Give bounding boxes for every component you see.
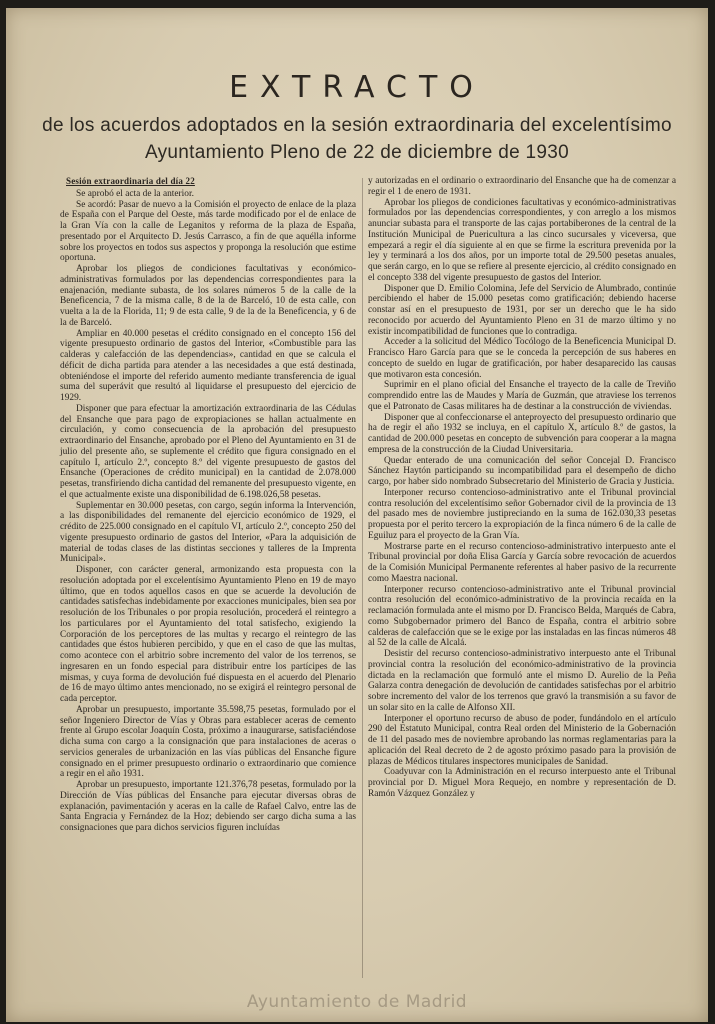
paragraph: Mostrarse parte en el recurso contencioso-administrativo interpuesto ante el Tribunal provincial por doña Elisa García y García sobre revocación de acuerdos de la Comisión Municipal Permanente referentes al haber pasivo de la recurrente como Maestra nacional. bbox=[368, 541, 676, 584]
paragraph: Suprimir en el plano oficial del Ensanche el trayecto de la calle de Treviño comprendido entre las de Maudes y María de Guzmán, que atraviese los terrenos que el Patronato de Casas militares ha de destinar a la construcción de viviendas. bbox=[368, 380, 676, 412]
paragraph: Aprobar los pliegos de condiciones facultativas y económico-administrativas formulados por las dependencias correspondientes, y con arreglo a los mismos anunciar subasta para el transporte de las cajas portabiberones de la central de la Institución Municipal de Puericultura a las cinco sucursales y viceversa, que empezará a regir el día siguiente al en que se firme la escritura prevenida por la ley y terminará a los dos años, por un importe total de 29.500 pesetas anuales, que serán cargo, en lo que se refiere al presente ejercicio, al crédito consignado en el concepto 338 del vigente presupuesto de gastos del Interior. bbox=[368, 197, 677, 283]
paragraph: Interponer el oportuno recurso de abuso de poder, fundándolo en el artículo 290 del Estatuto Municipal, contra Real orden del Ministerio de la Gobernación de 11 del pasado mes de noviembre aprobando las normas reglamentarias para la aplicación del Real decreto de 2 de agosto próximo pasado para la provisión de plazas de Médicos titulares inspectores municipales de Sanidad. bbox=[368, 713, 676, 767]
paragraph: Acceder a la solicitud del Médico Tocólogo de la Beneficencia Municipal D. Francisco Haro García para que se le conceda la percepción de sus haberes en concepto de sueldo en lugar de gratificación, por haber desaparecido las causas que motivaron esta concesión. bbox=[368, 337, 676, 380]
paragraph: y autorizadas en el ordinario o extraordinario del Ensanche que ha de comenzar a regir el 1 de enero de 1931. bbox=[368, 176, 676, 197]
page-title: EXTRACTO bbox=[229, 70, 485, 105]
column-divider bbox=[362, 178, 363, 978]
session-heading: Sesión extraordinaria del día 22 bbox=[66, 176, 195, 186]
paragraph: Suplementar en 30.000 pesetas, con cargo, según informa la Intervención, a las disponibilidades del remanente del ejercicio económico de 1929, el crédito de 225.000 consignado en el capítulo VI, artículo 2.º, concepto 250 del vigente presupuesto ordinario de gastos del Interior, «Para la adquisición de material de todas clases de las distintas secciones y talleres de la Imprenta Municipal». bbox=[60, 500, 356, 565]
paragraph: Desistir del recurso contencioso-administrativo interpuesto ante el Tribunal provincial contra la resolución del económico-administrativo de la provincia dictada en la reclamación que formuló ante el mismo D. Aurelio de la Peña Galarza contra denegación de devolución de cantidades satisfechas por el arbitrio sobre incremento del valor de los terrenos que gravó la transmisión a su favor de un solar sito en la calle de Alfonso XII. bbox=[368, 649, 676, 713]
paragraph: Disponer que al confeccionarse el anteproyecto del presupuesto ordinario que ha de regir el año 1932 se incluya, en el capítulo X, artículo 8.º de gastos, la cantidad de 200.000 pesetas en concepto de subvención para cooperar a la magna empresa de la construcción de la Ciudad Universitaria. bbox=[368, 412, 676, 455]
paragraph: Quedar enterado de una comunicación del señor Concejal D. Francisco Sánchez Haytón participando su incompatibilidad para el desempeño de dicho cargo, por haber sido nombrado Subsecretario del Ministerio de Gracia y Justicia. bbox=[368, 455, 676, 487]
paragraph: Aprobar los pliegos de condiciones facultativas y económico-administrativas formulados por las dependencias correspondientes para la enajenación, mediante subasta, de los solares números 5 de la calle de la Beneficencia, 7 de la misma calle, 8 de la de Barceló, 10 de esta calle, con vuelta a la de la Florida, 11; 9 de esta calle, 9 de la de la Beneficencia, y 6 de la de Barceló. bbox=[60, 264, 356, 328]
paragraph: Aprobar un presupuesto, importante 121.376,78 pesetas, formulado por la Dirección de Vías públicas del Ensanche para ejecutar diversas obras de explanación, pavimentación y aceras en la calle de Rafael Calvo, entre las de Santa Engracia y Fernández de la Hoz; debiendo ser cargo dicha suma a las consignaciones que para dichos servicios figuren incluídas bbox=[60, 780, 356, 833]
paragraph: Se acordó: Pasar de nuevo a la Comisión el proyecto de enlace de la plaza de España con el Parque del Oeste, más tarde modificado por el de enlace de la Gran Vía con la calle de Leganitos y reforma de la plaza de España, presentado por el Arquitecto D. Jesús Carrasco, a fin de que aquélla informe sobre los proyectos en todos sus aspectos y proponga la resolución que estime oportuna. bbox=[60, 199, 356, 264]
paragraph: Disponer, con carácter general, armonizando esta propuesta con la resolución adoptada por el excelentísimo Ayuntamiento Pleno en 19 de mayo último, que en todos aquellos casos en que se acuerde la devolución de cantidades satisfechas indebidamente por exacciones municipales, bien sea por resolución de los Tribunales o por propia resolución, procederá el reintegro a los particulares por el Ayuntamiento del total satisfecho, exigiendo la Corporación de los perceptores de las multas y recargo el reintegro de las cantidades que éstos hubieren percibido, y que en el caso de que las multas, como acontece con el arbitrio sobre incremento del valor de los terrenos, se ingresaren en un fondo especial para distribuir entre los partícipes de las mismas, y cuya forma de devolución fué dispuesta en el acuerdo del Plenario de 16 de mayo último antes mencionado, no se exigirá el reintegro personal de cada perceptor. bbox=[60, 565, 356, 704]
subtitle-line-2: Ayuntamiento Pleno de 22 de diciembre de 1930 bbox=[144, 142, 570, 163]
left-column bbox=[60, 176, 356, 834]
archive-watermark: Ayuntamiento de Madrid bbox=[246, 992, 468, 1012]
paragraph: Disponer que D. Emilio Colomina, Jefe del Servicio de Alumbrado, continúe percibiendo el haber de 15.000 pesetas como gratificación; debiendo hacerse constar así en el presupuesto de 1931, por ser un derecho que le ha sido reconocido por acuerdo del Ayuntamiento Pleno en 31 de marzo último y no existir incompatibilidad de funciones que lo contradiga. bbox=[368, 283, 676, 337]
paragraph: Interponer recurso contencioso-administrativo ante el Tribunal provincial contra resolución del excelentísimo señor Gobernador civil de la provincia de 13 del pasado mes de noviembre justipreciando en la suma de 162.030,33 pesetas propuesta por el perito tercero la expropiación de la finca número 6 de la calle de Eguiluz para el proyecto de la Gran Vía. bbox=[368, 487, 676, 541]
paragraph: Aprobar un presupuesto, importante 35.598,75 pesetas, formulado por el señor Ingeniero Director de Vías y Obras para establecer aceras de cemento frente al Grupo escolar Joaquín Costa, próximo a inaugurarse, satisfaciéndose dicha suma con cargo a la consignación que para instalaciones de aceras o servicios generales de urbanización en las vías públicas del Ensanche figure consignado en el primer presupuesto ordinario o extraordinario que comience a regir en el año 1931. bbox=[60, 704, 356, 780]
paragraph: Se aprobó el acta de la anterior. bbox=[76, 188, 194, 199]
paragraph: Coadyuvar con la Administración en el recurso interpuesto ante el Tribunal provincial por D. Miguel Mora Requejo, en nombre y representación de D. Ramón Vázquez González y bbox=[368, 767, 676, 799]
paragraph: Ampliar en 40.000 pesetas el crédito consignado en el concepto 156 del vigente presupuesto ordinario de gastos del Interior, «Combustible para las calderas y calefacción de las dependencias», cantidad en que se calcula el déficit de dicha partida para atender a las necesidades a que está destinada, obteniéndose el importe del referido aumento mediante transferencia de igual suma del superávit que resultó al liquidarse el presupuesto del ejercicio de 1929. bbox=[60, 328, 356, 403]
paragraph: Interponer recurso contencioso-administrativo ante el Tribunal provincial contra resolución del económico-administrativo de la provincia recaída en la reclamación formulada ante el mismo por D. Francisco Belda, Marqués de Cabra, como Subgobernador primero del Banco de España, contra el arbitrio sobre calderas de calefacción que se le exige por las instaladas en las fincas números 48 al 52 de la calle de Alcalá. bbox=[368, 584, 676, 649]
subtitle-line-1: de los acuerdos adoptados en la sesión extraordinaria del excelentísimo bbox=[42, 115, 672, 136]
newspaper-page bbox=[6, 8, 708, 1022]
right-column bbox=[368, 176, 676, 800]
paragraph: Disponer que para efectuar la amortización extraordinaria de las Cédulas del Ensanche que para pago de expropiaciones se hallan actualmente en circulación, y como consecuencia de la aprobación del presupuesto extraordinario del Ensanche, aprobado por el Pleno del Ayuntamiento en 31 de julio del presente año, se suplemente el crédito que figura consignado en el capítulo I, artículo 2.º, concepto 8.º del vigente presupuesto de gastos del Ensanche (Operaciones de crédito municipal) en la cantidad de 2.078.000 pesetas, transfiriendo dicha cantidad del remanente del presupuesto vigente, en el que actualmente existe una disponibilidad de 6.198.026,58 pesetas. bbox=[60, 403, 356, 500]
